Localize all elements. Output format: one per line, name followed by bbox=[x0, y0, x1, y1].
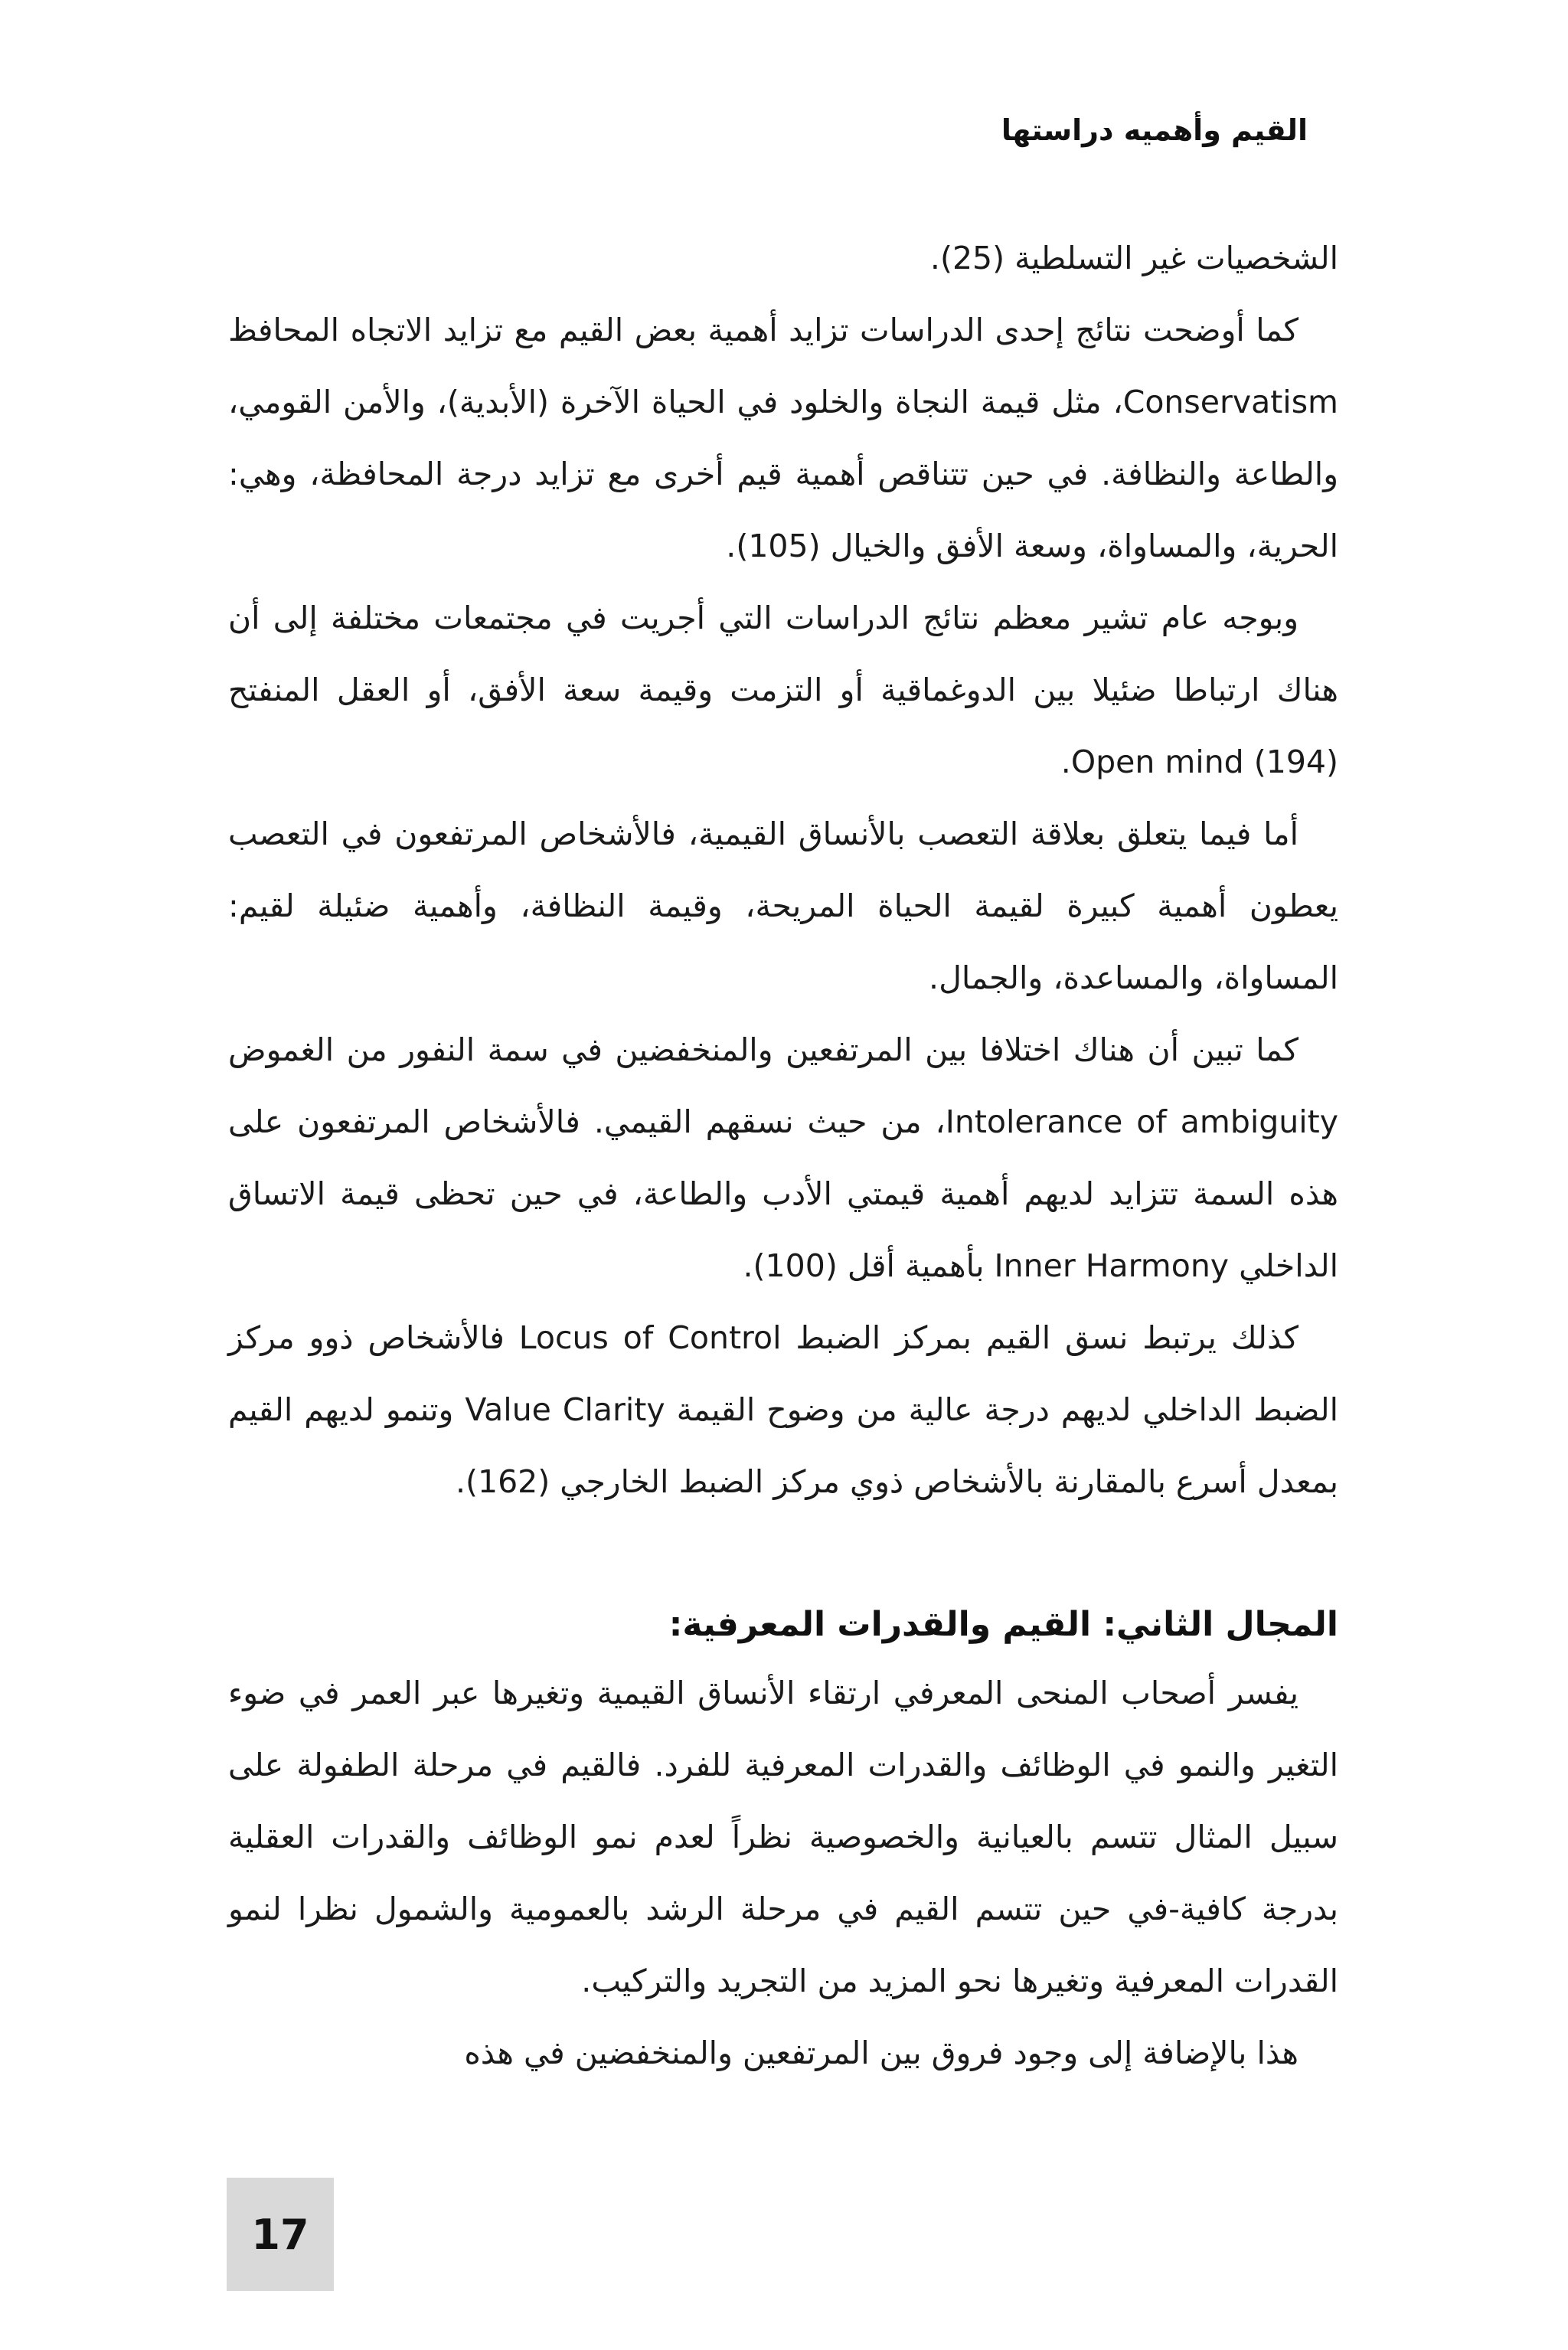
paragraph: كما تبين أن هناك اختلافا بين المرتفعين والمنخفضين في سمة النفور من الغموض Intolerance of ambiguity، من حيث نسقهم القيمي. فالأشخاص المرتفعون على هذه السمة تتزايد لديهم أهمية قيمتي الأدب والطاعة، في حين تحظى قيمة الاتساق الداخلي Inner Harmony بأهمية أقل (100). bbox=[228, 1031, 1338, 1284]
paragraph: كذلك يرتبط نسق القيم بمركز الضبط Locus of Control فالأشخاص ذوو مركز الضبط الداخلي لديهم درجة عالية من وضوح القيمة Value Clarity وتنمو لديهم القيم بمعدل أسرع بالمقارنة بالأشخاص ذوي مركز الضبط الخارجي (162). bbox=[228, 1319, 1338, 1500]
section-heading: المجال الثاني: القيم والقدرات المعرفية: bbox=[668, 1605, 1338, 1644]
body-text bbox=[228, 222, 1338, 1518]
paragraph: يفسر أصحاب المنحى المعرفي ارتقاء الأنساق القيمية وتغيرها عبر العمر في ضوء التغير والنمو في الوظائف والقدرات المعرفية للفرد. فالقيم في مرحلة الطفولة على سبيل المثال تتسم بالعيانية والخصوصية نظراً لعدم نمو الوظائف والقدرات العقلية بدرجة كافية-في حين تتسم القيم في مرحلة الرشد بالعمومية والشمول نظرا لنمو القدرات المعرفية وتغيرها نحو المزيد من التجريد والتركيب. bbox=[228, 1675, 1338, 1999]
section-body bbox=[228, 1657, 1338, 2089]
page-number: 17 bbox=[251, 2210, 309, 2259]
paragraph: هذا بالإضافة إلى وجود فروق بين المرتفعين والمنخفضين في هذه bbox=[464, 2035, 1298, 2071]
paragraph: كما أوضحت نتائج إحدى الدراسات تزايد أهمية بعض القيم مع تزايد الاتجاه المحافظ Conservatism، مثل قيمة النجاة والخلود في الحياة الآخرة (الأبدية)، والأمن القومي، والطاعة والنظافة. في حين تتناقص أهمية قيم أخرى مع تزايد درجة المحافظة، وهي: الحرية، والمساواة، وسعة الأفق والخيال (105). bbox=[228, 312, 1338, 564]
running-header: القيم وأهميه دراستها bbox=[1001, 113, 1308, 147]
paragraph: أما فيما يتعلق بعلاقة التعصب بالأنساق القيمية، فالأشخاص المرتفعون في التعصب يعطون أهمية كبيرة لقيمة الحياة المريحة، وقيمة النظافة، وأهمية ضئيلة لقيم: المساواة، والمساعدة، والجمال. bbox=[228, 815, 1338, 996]
paragraph: وبوجه عام تشير معظم نتائج الدراسات التي أجريت في مجتمعات مختلفة إلى أن هناك ارتباطا ضئيلا بين الدوغماقية أو التزمت وقيمة سعة الأفق، أو العقل المنفتح Open mind (194). bbox=[228, 600, 1338, 780]
page-number-box bbox=[227, 2178, 334, 2291]
paragraph: الشخصيات غير التسلطية (25). bbox=[929, 240, 1338, 276]
